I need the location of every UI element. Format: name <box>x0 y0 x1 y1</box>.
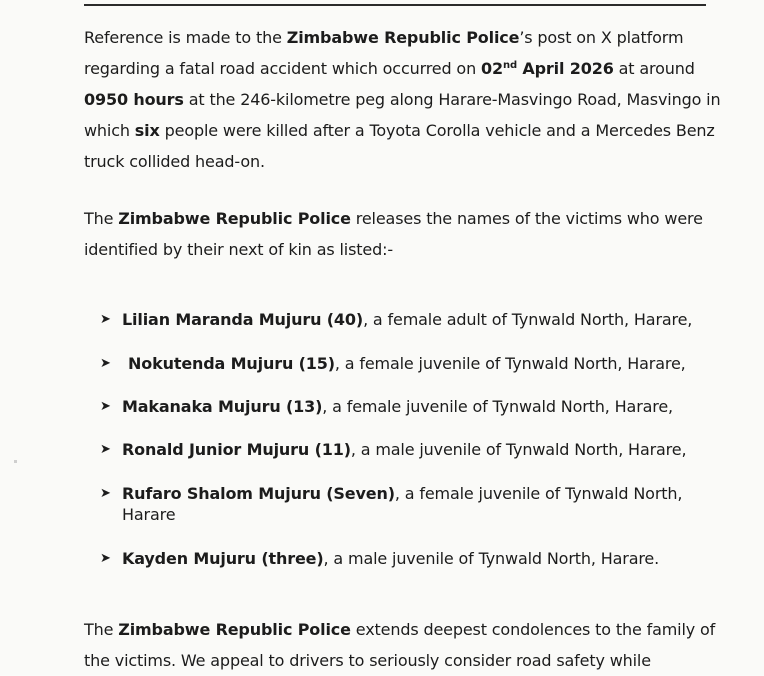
text-run: at the 246-kilometre peg along Harare-Masvingo Road, Masvingo in which <box>84 90 721 140</box>
paragraph-reference <box>84 22 724 177</box>
list-item <box>100 439 720 460</box>
list-item <box>100 483 720 525</box>
text-run: people were killed after a Toyota Corolla vehicle and a Mercedes Benz truck collided head-on. <box>84 121 715 171</box>
date-suffix: nd <box>502 60 517 71</box>
text-run: The <box>84 209 119 228</box>
victim-detail: , a male juvenile of Tynwald North, Harare, <box>350 440 687 459</box>
date-month-year: April 2026 <box>516 59 614 78</box>
list-item <box>100 353 720 374</box>
arrow-bullet-icon: ➤ <box>100 399 111 414</box>
text-run: at around <box>613 59 695 78</box>
paragraph-condolences <box>84 614 724 676</box>
bold-run: Zimbabwe Republic Police <box>118 209 351 228</box>
list-item <box>100 548 720 569</box>
text-run: extends deepest condolences to the family of the victims. We appeal to drivers to seriously consider road safety while <box>84 620 716 670</box>
victim-name: Rufaro Shalom Mujuru (Seven) <box>122 484 395 503</box>
victim-name: Nokutenda Mujuru (15) <box>128 354 335 373</box>
victim-detail: , a female juvenile of Tynwald North, Harare <box>122 484 683 524</box>
arrow-bullet-icon: ➤ <box>100 442 111 457</box>
accident-date <box>481 59 614 78</box>
victim-detail: , a female adult of Tynwald North, Harare, <box>363 310 693 329</box>
victim-name: Ronald Junior Mujuru (11) <box>122 440 351 459</box>
arrow-bullet-icon: ➤ <box>100 551 111 566</box>
paragraph-victims-intro <box>84 203 724 265</box>
victim-name: Makanaka Mujuru (13) <box>122 397 323 416</box>
arrow-bullet-icon: ➤ <box>100 312 111 327</box>
list-item <box>100 309 720 330</box>
accident-time: 0950 hours <box>84 90 184 109</box>
date-day: 02 <box>481 59 503 78</box>
victim-detail: , a female juvenile of Tynwald North, Harare, <box>334 354 686 373</box>
victim-name: Kayden Mujuru (three) <box>122 549 324 568</box>
arrow-bullet-icon: ➤ <box>100 356 111 371</box>
bold-run: Zimbabwe Republic Police <box>286 28 520 47</box>
bold-run: Zimbabwe Republic Police <box>118 620 351 639</box>
scan-speck <box>14 460 17 463</box>
list-item <box>100 396 720 417</box>
victim-detail: , a male juvenile of Tynwald North, Harare. <box>323 549 660 568</box>
text-run: releases the names of the victims who were identified by their next of kin as listed:- <box>84 209 703 259</box>
text-run: ’s post on X platform regarding a fatal road accident which occurred on <box>84 28 684 78</box>
victim-detail: , a female juvenile of Tynwald North, Harare, <box>322 397 673 416</box>
arrow-bullet-icon: ➤ <box>100 486 111 501</box>
death-count: six <box>134 121 160 140</box>
text-run: Reference is made to the <box>84 28 287 47</box>
text-run: The <box>84 620 119 639</box>
victim-name: Lilian Maranda Mujuru (40) <box>122 310 364 329</box>
header-rule <box>84 4 706 6</box>
